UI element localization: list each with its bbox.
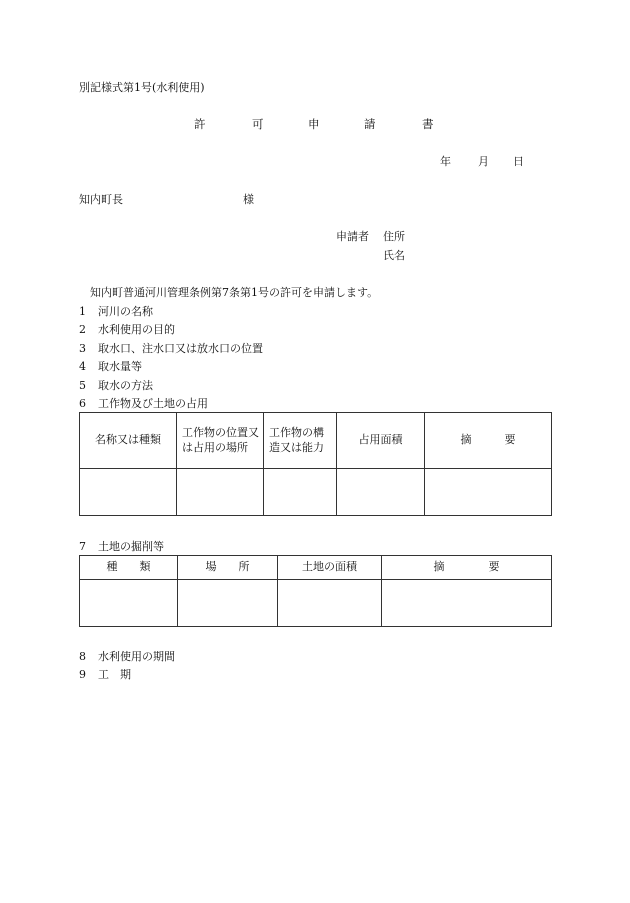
table-header-cell: 占用面積 (337, 413, 425, 469)
list-item (79, 398, 208, 409)
table-cell[interactable] (178, 580, 278, 627)
title-char: 許 (194, 117, 206, 131)
name-label: 氏名 (383, 249, 405, 262)
item-label: 土地の掘削等 (98, 540, 164, 553)
table-header-row (80, 556, 552, 580)
item-number: 9 (79, 668, 86, 681)
item-number: 1 (79, 305, 86, 318)
list-item (79, 324, 175, 335)
title-char: 可 (252, 117, 264, 131)
item-label: 河川の名称 (98, 305, 153, 318)
title-char: 書 (422, 117, 434, 131)
list-item (79, 651, 175, 662)
date-month: 月 (478, 155, 489, 168)
item-number: 3 (79, 342, 86, 355)
list-item (79, 541, 164, 552)
address-label: 住所 (383, 230, 405, 243)
title-char: 申 (308, 117, 320, 131)
list-item (79, 380, 153, 391)
applicant-label: 申請者 (336, 230, 369, 243)
table-cell[interactable] (337, 469, 425, 516)
list-item (79, 306, 153, 317)
list-item (79, 343, 263, 354)
item-label: 取水量等 (98, 360, 142, 373)
table-header-cell: 場 所 (178, 556, 278, 580)
item-number: 7 (79, 540, 86, 553)
table-header-cell: 名称又は種類 (80, 413, 177, 469)
table-header-cell: 摘 要 (425, 413, 552, 469)
date-day: 日 (513, 155, 524, 168)
list-item (79, 361, 142, 372)
title-char: 請 (364, 117, 376, 131)
occupancy-table (79, 412, 552, 516)
item-number: 6 (79, 397, 86, 410)
table-cell[interactable] (278, 580, 382, 627)
table-row (80, 469, 552, 516)
item-number: 5 (79, 379, 86, 392)
table-header-row (80, 413, 552, 469)
date-year: 年 (440, 155, 451, 168)
item-number: 4 (79, 360, 86, 373)
item-label: 水利使用の目的 (98, 323, 175, 336)
table-header-cell: 工作物の位置又は占用の場所 (177, 413, 264, 469)
intro-text: 知内町普通河川管理条例第7条第1号の許可を申請します。 (90, 286, 379, 299)
item-number: 8 (79, 650, 86, 663)
table-row (80, 580, 552, 627)
table-cell[interactable] (80, 469, 177, 516)
table-cell[interactable] (264, 469, 337, 516)
item-label: 取水口、注水口又は放水口の位置 (98, 342, 263, 355)
item-number: 2 (79, 323, 86, 336)
form-label: 別記様式第1号(水利使用) (79, 81, 205, 94)
table-header-cell: 土地の面積 (278, 556, 382, 580)
table-header-cell: 摘 要 (382, 556, 552, 580)
table-cell[interactable] (80, 580, 178, 627)
item-label: 水利使用の期間 (98, 650, 175, 663)
item-label: 工作物及び土地の占用 (98, 397, 208, 410)
addressee-suffix: 様 (243, 193, 254, 206)
table-cell[interactable] (382, 580, 552, 627)
table-header-cell: 工作物の構造又は能力 (264, 413, 337, 469)
list-item (79, 669, 131, 680)
table-cell[interactable] (425, 469, 552, 516)
item-label: 工 期 (98, 668, 131, 681)
table-header-cell: 種 類 (80, 556, 178, 580)
addressee: 知内町長 (79, 193, 123, 206)
table-cell[interactable] (177, 469, 264, 516)
item-label: 取水の方法 (98, 379, 153, 392)
excavation-table (79, 555, 552, 627)
